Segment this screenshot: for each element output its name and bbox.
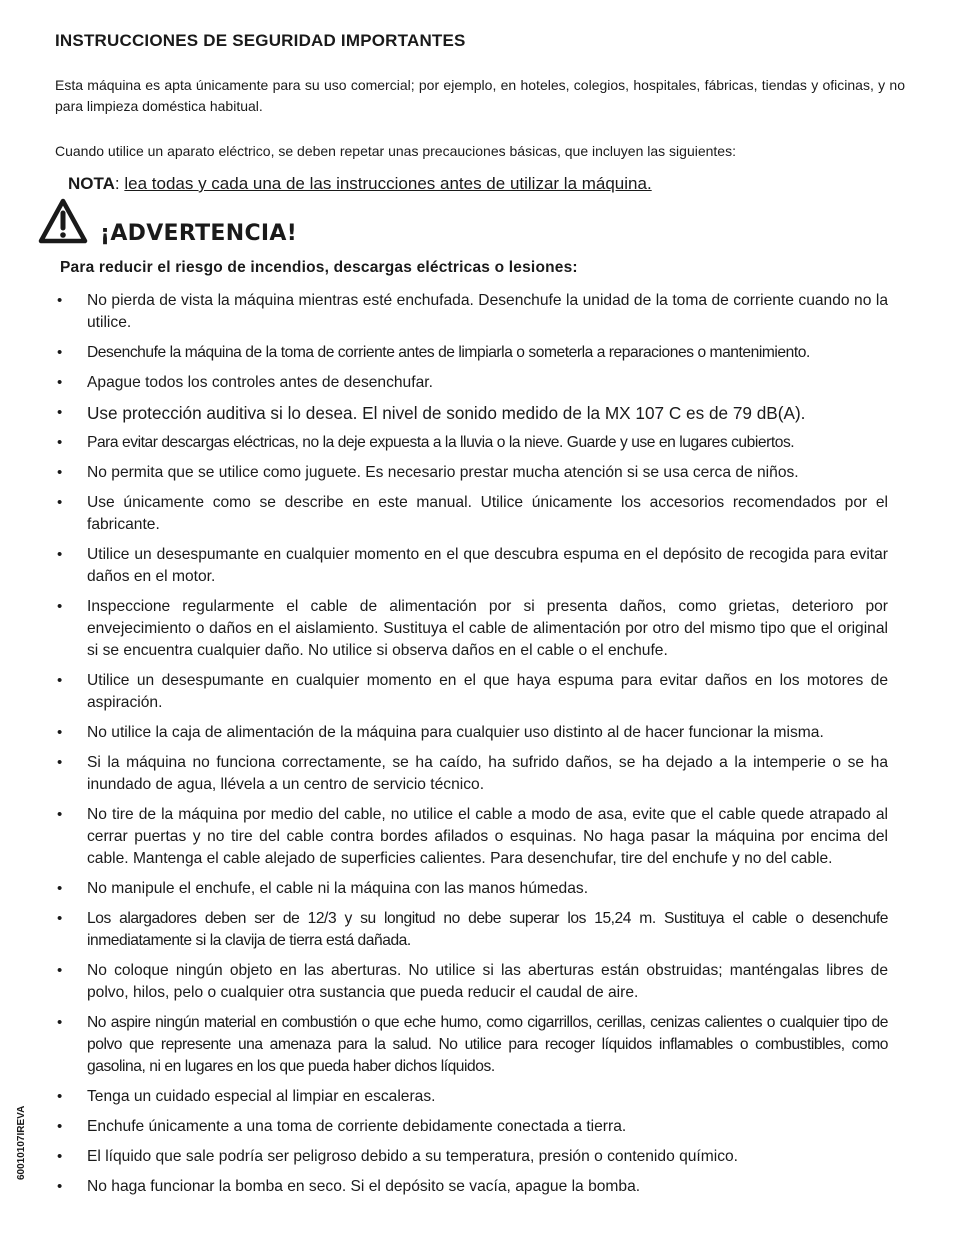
bullet-text: Desenchufe la máquina de la toma de corriente antes de limpiarla o someterla a reparaciones o mantenimiento. <box>87 344 810 361</box>
safety-bullet-item <box>55 960 888 1004</box>
bullet-text: Apague todos los controles antes de desenchufar. <box>87 374 433 391</box>
safety-bullet-item <box>55 290 888 334</box>
nota-text: lea todas y cada una de las instrucciones antes de utilizar la máquina. <box>124 174 652 193</box>
nota-line <box>68 174 652 194</box>
bullet-mark: • <box>57 494 63 511</box>
bullet-text: No utilice la caja de alimentación de la máquina para cualquier uso distinto al de hacer funcionar la misma. <box>87 724 824 741</box>
bullet-mark: • <box>57 672 63 689</box>
page-title: INSTRUCCIONES DE SEGURIDAD IMPORTANTES <box>55 31 466 50</box>
bullet-mark: • <box>57 404 63 421</box>
safety-bullet-item <box>55 752 888 796</box>
bullet-mark: • <box>57 464 63 481</box>
bullet-text: Tenga un cuidado especial al limpiar en escaleras. <box>87 1088 436 1105</box>
bullet-mark: • <box>57 598 63 615</box>
bullet-text: Para evitar descargas eléctricas, no la deje expuesta a la lluvia o la nieve. Guarde y use en lugares cubiertos. <box>87 434 795 451</box>
warning-heading: ¡ADVERTENCIA! <box>100 221 298 246</box>
bullet-mark: • <box>57 374 63 391</box>
safety-bullet-item <box>55 1146 888 1168</box>
safety-bullet-item <box>55 1176 888 1198</box>
bullet-text: Los alargadores deben ser de 12/3 y su longitud no debe superar los 15,24 m. Sustituya el cable o desenchufe inmediatamente si la clavija de tierra está dañada. <box>87 910 888 949</box>
bullet-mark: • <box>57 1118 63 1135</box>
bullet-text: Use únicamente como se describe en este manual. Utilice únicamente los accesorios recomendados por el fabricante. <box>87 494 888 533</box>
intro-paragraph-precautions: Cuando utilice un aparato eléctrico, se deben repetar unas precauciones básicas, que incluyen las siguientes: <box>55 143 736 159</box>
warning-triangle-icon <box>38 198 88 245</box>
safety-bullet-item <box>55 342 888 364</box>
safety-bullet-item <box>55 1012 888 1078</box>
bullet-mark: • <box>57 754 63 771</box>
bullet-text: Utilice un desespumante en cualquier momento en el que haya espuma para evitar daños en los motores de aspiración. <box>87 672 888 711</box>
bullet-mark: • <box>57 546 63 563</box>
safety-bullet-item <box>55 878 888 900</box>
bullet-mark: • <box>57 344 62 361</box>
bullet-mark: • <box>57 1088 63 1105</box>
safety-bullet-item <box>55 670 888 714</box>
bullet-text: Si la máquina no funciona correctamente, se ha caído, ha sufrido daños, se ha dejado a la intemperie o se ha inundado de agua, llévela a un centro de servicio técnico. <box>87 754 888 793</box>
bullet-mark: • <box>57 434 62 451</box>
safety-bullet-item <box>55 722 888 744</box>
bullet-text: No tire de la máquina por medio del cable, no utilice el cable a modo de asa, evite que el cable quede atrapado al cerrar puertas y no tire del cable contra bordes afilados o esquinas. No haga pasar la máquina por encima del cable. Mantenga el cable alejado de superficies calientes. Para desenchufar, tire del enchufe y no del cable. <box>87 806 888 867</box>
bullet-mark: • <box>57 910 62 927</box>
safety-bullet-item <box>55 804 888 870</box>
safety-bullet-item <box>55 596 888 662</box>
bullet-text: No manipule el enchufe, el cable ni la máquina con las manos húmedas. <box>87 880 589 897</box>
bullet-text: No aspire ningún material en combustión o que eche humo, como cigarrillos, cerillas, cenizas calientes o cualquier tipo de polvo que represente una amenaza para la salud. No utilice para recoger líquidos inflamables o combustibles, como gasolina, ni en lugares en los que pueda haber dichos líquidos. <box>87 1014 888 1075</box>
bullet-mark: • <box>57 292 63 309</box>
safety-bullet-item <box>55 1086 888 1108</box>
bullet-text: Inspeccione regularmente el cable de alimentación por si presenta daños, como grietas, deterioro por envejecimiento o daños en el aislamiento. Sustituya el cable de alimentación por otro del mismo tipo que el original si se encuentra cualquier daño. No utilice si observa daños en el cable o el enchufe. <box>87 598 888 659</box>
bullet-text: Enchufe únicamente a una toma de corriente debidamente conectada a tierra. <box>87 1118 627 1135</box>
safety-bullet-item <box>55 372 888 394</box>
safety-bullet-item <box>55 908 888 952</box>
safety-bullet-item <box>55 544 888 588</box>
bullet-text: No haga funcionar la bomba en seco. Si el depósito se vacía, apague la bomba. <box>87 1178 641 1195</box>
warning-intro: Para reducir el riesgo de incendios, descargas eléctricas o lesiones: <box>60 259 578 276</box>
nota-label: NOTA <box>68 174 115 193</box>
bullet-text: Utilice un desespumante en cualquier momento en el que descubra espuma en el depósito de recogida para evitar daños en el motor. <box>87 546 888 585</box>
safety-bullet-item <box>55 462 888 484</box>
safety-bullet-list <box>55 290 888 1206</box>
safety-bullet-item <box>55 432 888 454</box>
bullet-text: No pierda de vista la máquina mientras esté enchufada. Desenchufe la unidad de la toma de corriente cuando no la utilice. <box>87 292 888 331</box>
bullet-text: No permita que se utilice como juguete. Es necesario prestar mucha atención si se usa cerca de niños. <box>87 464 799 481</box>
bullet-mark: • <box>57 724 63 741</box>
bullet-mark: • <box>57 962 63 979</box>
bullet-mark: • <box>57 1178 63 1195</box>
nota-separator: : <box>114 174 125 193</box>
safety-bullet-item <box>55 402 888 424</box>
bullet-mark: • <box>57 880 63 897</box>
safety-bullet-item <box>55 1116 888 1138</box>
bullet-mark: • <box>57 1014 62 1031</box>
bullet-mark: • <box>57 806 63 823</box>
bullet-text: Use protección auditiva si lo desea. El nivel de sonido medido de la MX 107 C es de 79 dB(A). <box>87 403 806 423</box>
safety-bullet-item <box>55 492 888 536</box>
bullet-text: El líquido que sale podría ser peligroso debido a su temperatura, presión o contenido químico. <box>87 1148 739 1165</box>
document-code: 60010107IREVA <box>16 1105 27 1180</box>
bullet-text: No coloque ningún objeto en las aberturas. No utilice si las aberturas están obstruidas; manténgalas libres de polvo, hilos, pelo o cualquier otra sustancia que pueda reducir el caudal de aire. <box>87 962 888 1001</box>
bullet-mark: • <box>57 1148 63 1165</box>
intro-paragraph-commercial-use: Esta máquina es apta únicamente para su uso comercial; por ejemplo, en hoteles, colegios, hospitales, fábricas, tiendas y oficinas, y no para limpieza doméstica habitual. <box>55 77 905 114</box>
